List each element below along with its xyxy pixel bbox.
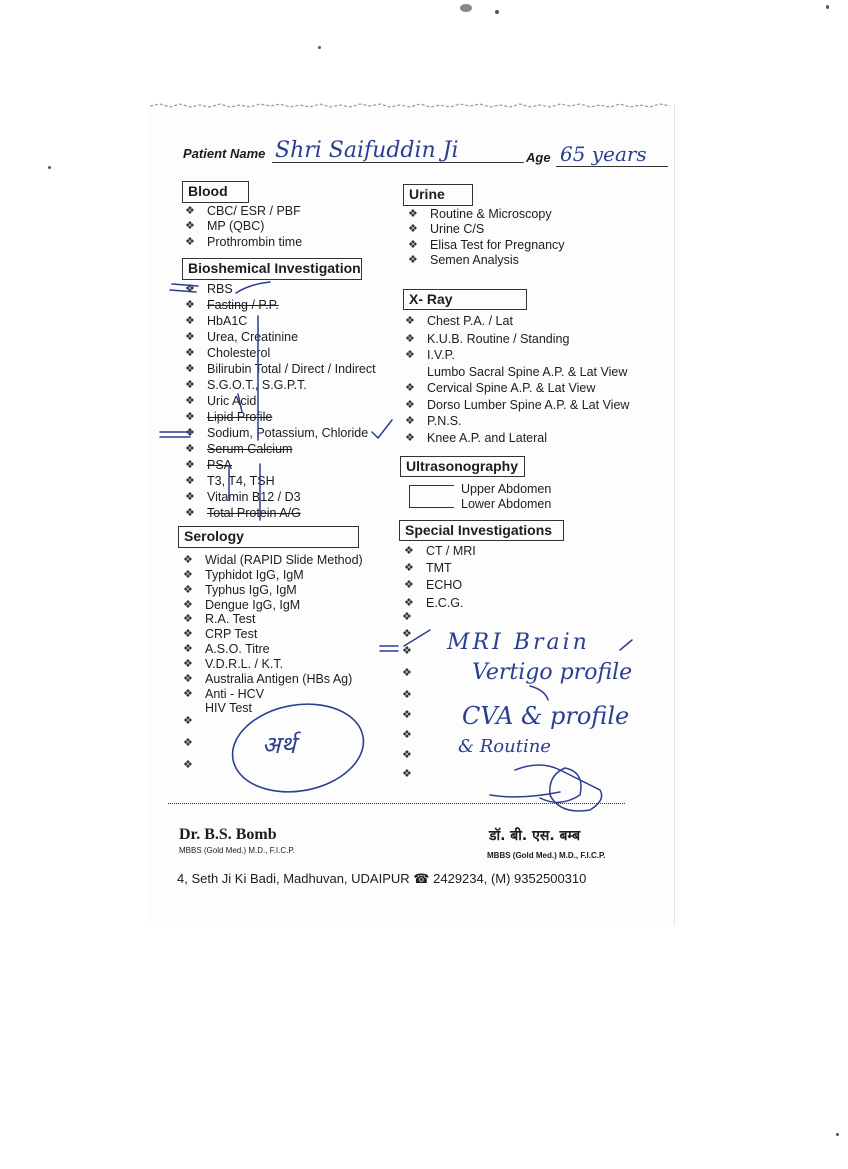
diamond-bullet-icon: ❖ [402, 709, 412, 721]
urine-heading: Urine [403, 184, 473, 206]
doctor-name-en: Dr. B.S. Bomb [179, 826, 277, 843]
diamond-bullet-icon: ❖ [185, 363, 195, 375]
diamond-bullet-icon: ❖ [405, 315, 415, 327]
diamond-bullet-icon: ❖ [405, 415, 415, 427]
list-item: ❖ CBC/ ESR / PBF [185, 204, 301, 218]
diamond-bullet-icon: ❖ [402, 645, 412, 657]
diamond-bullet-icon: ❖ [185, 331, 195, 343]
diamond-bullet-icon: ❖ [183, 628, 193, 640]
diamond-bullet-icon: ❖ [183, 759, 193, 771]
list-item: ❖ T3, T4, TSH [185, 474, 275, 488]
scan-speck [826, 5, 829, 9]
diamond-bullet-icon: ❖ [185, 315, 195, 327]
diamond-bullet-icon: ❖ [183, 599, 193, 611]
blank-bullet [183, 758, 205, 772]
list-item: ❖ RBS [185, 282, 233, 296]
list-item: ❖ E.C.G. [404, 596, 464, 610]
age-value: 65 years [560, 142, 647, 166]
blank-bullet [402, 748, 424, 762]
diamond-bullet-icon: ❖ [183, 643, 193, 655]
scan-speck [836, 1133, 839, 1136]
diamond-bullet-icon: ❖ [185, 205, 195, 217]
diamond-bullet-icon: ❖ [402, 628, 412, 640]
blood-heading: Blood [182, 181, 249, 203]
handwritten-note: CVA & profile [462, 702, 630, 730]
blank-bullet [402, 627, 424, 641]
blank-bullet [402, 688, 424, 702]
list-item: ❖ Serum Calcium [185, 442, 293, 456]
diamond-bullet-icon: ❖ [185, 236, 195, 248]
diamond-bullet-icon: ❖ [408, 239, 418, 251]
diamond-bullet-icon: ❖ [183, 673, 193, 685]
list-item: ❖ P.N.S. [405, 414, 462, 428]
diamond-bullet-icon: ❖ [402, 729, 412, 741]
list-item: ❖ Widal (RAPID Slide Method) [183, 553, 363, 567]
scan-speck [48, 166, 51, 169]
diamond-bullet-icon: ❖ [404, 562, 414, 574]
diamond-bullet-icon: ❖ [404, 579, 414, 591]
diamond-bullet-icon: ❖ [185, 427, 195, 439]
list-item: Upper Abdomen [461, 482, 552, 496]
diamond-bullet-icon: ❖ [185, 459, 195, 471]
diamond-bullet-icon: ❖ [405, 399, 415, 411]
list-item: ❖ K.U.B. Routine / Standing [405, 332, 570, 346]
list-item: ❖ TMT [404, 561, 452, 575]
list-item: ❖ Typhus IgG, IgM [183, 583, 297, 597]
diamond-bullet-icon: ❖ [405, 382, 415, 394]
blank-bullet [402, 767, 424, 781]
list-item: ❖ PSA [185, 458, 233, 472]
diamond-bullet-icon: ❖ [402, 667, 412, 679]
list-item: ❖ CT / MRI [404, 544, 476, 558]
patient-name-label: Patient Name [183, 146, 266, 161]
list-item: ❖ Total Protein A/G [185, 506, 301, 520]
list-item: ❖ Knee A.P. and Lateral [405, 431, 548, 445]
doctor-quals-hi: MBBS (Gold Med.) M.D., F.I.C.P. [487, 851, 606, 860]
patient-name-value: Shri Saifuddin Ji [275, 138, 459, 163]
doctor-name-hi: डॉ. बी. एस. बम्ब [489, 828, 581, 844]
blank-bullet [402, 708, 424, 722]
diamond-bullet-icon: ❖ [404, 545, 414, 557]
diamond-bullet-icon: ❖ [185, 475, 195, 487]
list-item: ❖ R.A. Test [183, 612, 256, 626]
list-item: ❖ Routine & Microscopy [408, 207, 552, 221]
diamond-bullet-icon: ❖ [183, 569, 193, 581]
diamond-bullet-icon: ❖ [185, 283, 195, 295]
diamond-bullet-icon: ❖ [183, 658, 193, 670]
list-item: ❖ Typhidot IgG, IgM [183, 568, 304, 582]
list-item: ❖ Urine C/S [408, 222, 485, 236]
diamond-bullet-icon: ❖ [185, 507, 195, 519]
blank-bullet [402, 610, 424, 624]
list-item: ❖ ECHO [404, 578, 463, 592]
list-item: ❖ CRP Test [183, 627, 258, 641]
list-item: ❖ Sodium, Potassium, Chloride [185, 426, 369, 440]
list-item: ❖ Dorso Lumber Spine A.P. & Lat View [405, 398, 630, 412]
list-item: ❖ Bilirubin Total / Direct / Indirect [185, 362, 376, 376]
special-heading: Special Investigations [399, 520, 564, 541]
phone-number: 2429234, (M) 9352500310 [433, 871, 587, 886]
list-item: ❖ A.S.O. Titre [183, 642, 270, 656]
diamond-bullet-icon: ❖ [185, 299, 195, 311]
diamond-bullet-icon: ❖ [402, 749, 412, 761]
diamond-bullet-icon: ❖ [408, 208, 418, 220]
diamond-bullet-icon: ❖ [405, 432, 415, 444]
diamond-bullet-icon: ❖ [402, 689, 412, 701]
list-item: ❖ Fasting / P.P. [185, 298, 279, 312]
list-item: ❖ Anti - HCV [183, 687, 265, 701]
diamond-bullet-icon: ❖ [402, 768, 412, 780]
age-underline [556, 166, 668, 167]
scan-speck [495, 10, 499, 14]
torn-edge [150, 101, 670, 111]
scan-speck [318, 46, 321, 49]
list-item: ❖ Prothrombin time [185, 235, 303, 249]
list-item: ❖ Chest P.A. / Lat [405, 314, 513, 328]
list-item: ❖ Uric Acid [185, 394, 257, 408]
list-item: ❖ Urea, Creatinine [185, 330, 299, 344]
diamond-bullet-icon: ❖ [185, 220, 195, 232]
diamond-bullet-icon: ❖ [183, 554, 193, 566]
list-item: ❖ MP (QBC) [185, 219, 265, 233]
list-item: ❖ Vitamin B12 / D3 [185, 490, 301, 504]
diamond-bullet-icon: ❖ [185, 379, 195, 391]
age-label: Age [526, 150, 551, 165]
diamond-bullet-icon: ❖ [185, 443, 195, 455]
usg-bracket [409, 485, 454, 508]
biochem-heading: Bioshemical Investigation [182, 258, 362, 280]
diamond-bullet-icon: ❖ [185, 347, 195, 359]
clinic-address: 4, Seth Ji Ki Badi, Madhuvan, UDAIPUR ☎ 2429234, (M) 9352500310 [177, 871, 587, 886]
diamond-bullet-icon: ❖ [185, 491, 195, 503]
list-item: ❖ HbA1C [185, 314, 248, 328]
usg-heading: Ultrasonography [400, 456, 525, 477]
list-item: ❖ Semen Analysis [408, 253, 519, 267]
list-item: ❖ Dengue IgG, IgM [183, 598, 301, 612]
list-item: ❖ Elisa Test for Pregnancy [408, 238, 565, 252]
list-item: HIV Test [205, 701, 253, 715]
list-item: ❖ S.G.O.T., S.G.P.T. [185, 378, 307, 392]
diamond-bullet-icon: ❖ [408, 223, 418, 235]
handwritten-note: MRI Brain [447, 630, 590, 655]
list-item: ❖ Lipid Profile [185, 410, 273, 424]
xray-heading: X- Ray [403, 289, 527, 310]
stamp-text: अर्थ [262, 731, 296, 759]
diamond-bullet-icon: ❖ [408, 254, 418, 266]
list-item: ❖ Cholesterol [185, 346, 271, 360]
scan-speck [460, 4, 472, 12]
diamond-bullet-icon: ❖ [183, 737, 193, 749]
diamond-bullet-icon: ❖ [183, 688, 193, 700]
footer-divider [168, 803, 625, 804]
diamond-bullet-icon: ❖ [185, 395, 195, 407]
list-item: ❖ I.V.P. [405, 348, 455, 362]
serology-heading: Serology [178, 526, 359, 548]
list-item: Lower Abdomen [461, 497, 552, 511]
handwritten-note: & Routine [458, 736, 551, 757]
diamond-bullet-icon: ❖ [185, 411, 195, 423]
phone-icon: ☎ [413, 871, 430, 886]
blank-bullet [183, 714, 205, 728]
diamond-bullet-icon: ❖ [183, 715, 193, 727]
diamond-bullet-icon: ❖ [404, 597, 414, 609]
doctor-quals-en: MBBS (Gold Med.) M.D., F.I.C.P. [179, 846, 295, 855]
list-item: Lumbo Sacral Spine A.P. & Lat View [427, 365, 628, 379]
patient-name-underline [272, 162, 524, 163]
blank-bullet [402, 728, 424, 742]
list-item: ❖ V.D.R.L. / K.T. [183, 657, 284, 671]
blank-bullet [402, 644, 424, 658]
list-item: ❖ Australia Antigen (HBs Ag) [183, 672, 353, 686]
blank-bullet [183, 736, 205, 750]
blank-bullet [402, 666, 424, 680]
diamond-bullet-icon: ❖ [405, 333, 415, 345]
diamond-bullet-icon: ❖ [183, 613, 193, 625]
diamond-bullet-icon: ❖ [405, 349, 415, 361]
handwritten-note: Vertigo profile [472, 660, 633, 685]
list-item: ❖ Cervical Spine A.P. & Lat View [405, 381, 596, 395]
diamond-bullet-icon: ❖ [183, 584, 193, 596]
diamond-bullet-icon: ❖ [402, 611, 412, 623]
